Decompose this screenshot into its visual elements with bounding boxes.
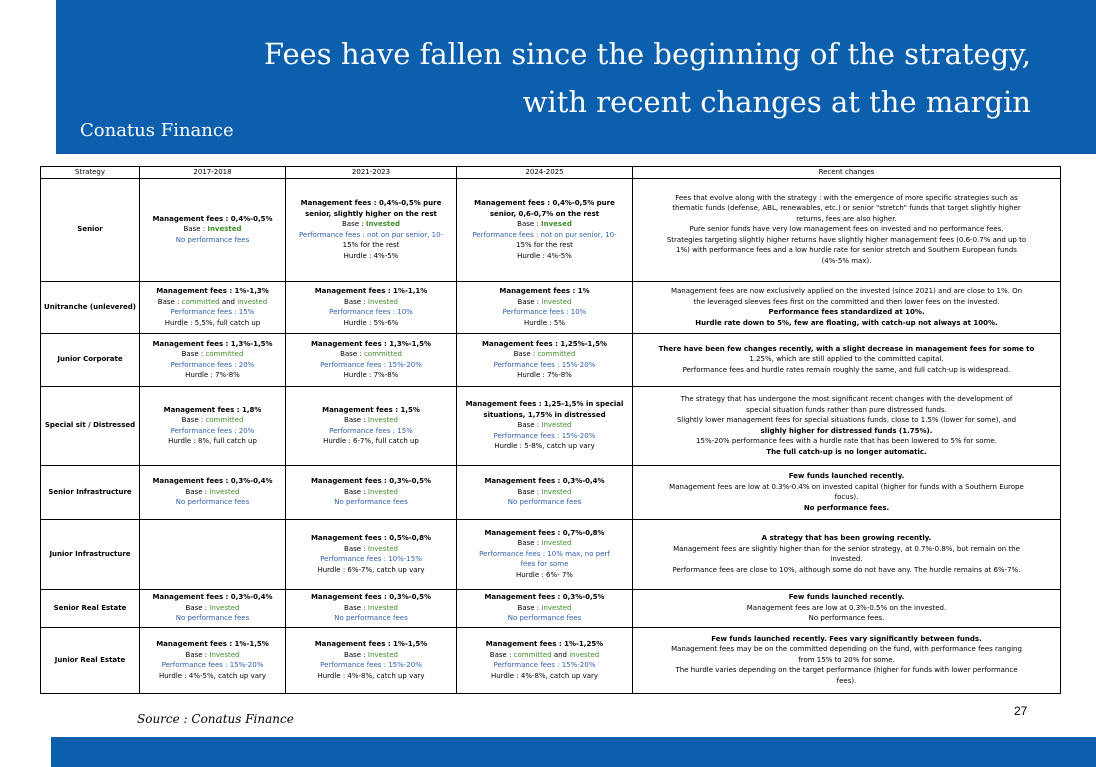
cell-line: Performance fees : 15% xyxy=(170,308,255,316)
header-2021-2023: 2021-2023 xyxy=(286,167,457,179)
cell-line: The hurdle varies depending on the target performance (higher for funds with lower performance xyxy=(675,666,1018,675)
cell-line: Performance fees : 15%-20% xyxy=(161,661,264,669)
cell-line: Performance fees : 15% xyxy=(329,426,413,435)
recent-changes-cell xyxy=(633,178,1061,281)
cell-line: Performance fees : 15%-20% xyxy=(320,661,422,669)
cell-line: returns, fees are also higher. xyxy=(796,214,897,223)
strategy-cell: Senior Real Estate xyxy=(41,589,140,627)
recent-changes-cell xyxy=(633,281,1061,333)
strategy-cell: Senior xyxy=(41,178,140,281)
fees-2017-cell xyxy=(140,386,286,465)
cell-line: Management fees : 1,25-1,5% in special xyxy=(465,400,624,409)
source-note: Source : Conatus Finance xyxy=(137,712,294,726)
table-row xyxy=(41,589,1061,627)
cell-line: Base : xyxy=(517,421,542,430)
cell-line: the leveraged sleeves fees first on the committed and then lower fees on the invested. xyxy=(693,297,1000,306)
cell-line: Management fees : 1,5% xyxy=(322,405,420,414)
recent-changes-cell xyxy=(633,333,1061,386)
cell-line: and xyxy=(219,297,238,306)
cell-line: Management fees : 1%-1,5% xyxy=(314,640,428,648)
cell-line: invested xyxy=(569,650,600,659)
cell-line: Management fees : 0,3%-0,4% xyxy=(152,477,273,486)
cell-line: committed xyxy=(181,297,220,306)
cell-line: special situation funds rather than pure distressed funds. xyxy=(746,405,947,414)
cell-line: Invested xyxy=(541,297,572,306)
cell-line: Performance fees : 10% max, no perf xyxy=(479,549,610,558)
fees-2021-cell xyxy=(286,589,457,627)
fees-2017-cell xyxy=(140,519,286,589)
cell-line: Management fees : 0,7%-0,8% xyxy=(484,528,605,537)
header-recent-changes: Recent changes xyxy=(633,167,1061,179)
cell-line: Invested xyxy=(367,650,398,659)
fees-2024-cell xyxy=(457,627,633,693)
cell-line: Hurdle : 4%-8%, catch up vary xyxy=(317,671,425,680)
cell-line: Few funds launched recently. xyxy=(788,593,905,602)
cell-line: There have been few changes recently, with a slight decrease in management fees for some to xyxy=(658,344,1035,353)
header-strategy: Strategy xyxy=(41,167,140,179)
cell-line: committed xyxy=(513,650,552,659)
cell-line: committed xyxy=(363,350,402,358)
cell-line: Base : xyxy=(517,487,542,496)
cell-line: No performance fees xyxy=(175,235,250,244)
cell-line: Performance fees are close to 10%, although some do not have any. The hurdle remains at 6%-7%. xyxy=(672,565,1021,574)
table-row xyxy=(41,386,1061,465)
cell-line: Management fees may be on the committed depending on the fund, with performance fees ranging xyxy=(671,645,1022,654)
fees-2021-cell xyxy=(286,178,457,281)
table-row xyxy=(41,465,1061,519)
cell-line: No performance fees. xyxy=(803,503,890,512)
cell-line: Hurdle : 6%-7%, catch up vary xyxy=(317,565,425,574)
recent-changes-cell xyxy=(633,465,1061,519)
cell-line: Base : xyxy=(344,544,368,553)
cell-line: Invested xyxy=(541,603,572,612)
cell-line: Management fees : 1,25%-1,5% xyxy=(482,339,607,348)
cell-line: No performance fees xyxy=(334,498,408,507)
cell-line: Base : xyxy=(185,603,210,612)
cell-line: Management fees : 1,3%-1,5% xyxy=(310,339,432,348)
cell-line: invested xyxy=(237,297,268,306)
strategy-cell: Special sit / Distressed xyxy=(41,386,140,465)
cell-line: Management fees are low at 0.3%-0.4% on invested capital (higher for funds with a Southern Europe xyxy=(669,482,1024,491)
fees-2021-cell xyxy=(286,465,457,519)
fees-2024-cell xyxy=(457,589,633,627)
header-2017-2018: 2017-2018 xyxy=(140,167,286,179)
cell-line: Strategies targeting slightly higher returns have slightly higher management fees (0.6-0.7% and up to xyxy=(666,235,1027,244)
page-number: 27 xyxy=(1014,704,1028,718)
cell-line: Performance fees : 20% xyxy=(170,426,255,435)
cell-line: No performance fees xyxy=(175,614,250,623)
cell-line: Management fees : 0,4%-0,5% pure xyxy=(474,199,615,207)
cell-line: Base : xyxy=(344,297,368,306)
cell-line: Performance fees : 10%-15% xyxy=(320,555,422,563)
cell-line: Hurdle : 4%-5%, catch up vary xyxy=(158,671,267,680)
cell-line: Management fees : 0,3%-0,5% xyxy=(484,593,605,602)
cell-line: Invested xyxy=(209,650,240,659)
cell-line: 15%-20% performance fees with a hurdle rate that has been lowered to 5% for some. xyxy=(696,437,997,445)
cell-line: Base : xyxy=(344,603,368,612)
cell-line: Management fees : 0,4%-0,5% pure xyxy=(300,199,442,207)
cell-line: slighly higher for distressed funds (1.75%). xyxy=(760,426,933,435)
table-row xyxy=(41,333,1061,386)
cell-line: Hurdle : 7%-8% xyxy=(185,371,240,379)
cell-line: Management fees : 0,3%-0,4% xyxy=(484,477,605,486)
table-row xyxy=(41,519,1061,589)
cell-line: No performance fees xyxy=(507,498,582,507)
cell-line: Base : xyxy=(185,487,210,496)
cell-line: Management fees : 0,3%-0,4% xyxy=(152,593,273,602)
cell-line: Base : xyxy=(517,539,542,548)
cell-line: Base : xyxy=(183,225,208,234)
cell-line: Management fees : 1%-1,1% xyxy=(314,287,428,295)
cell-line: Management fees : 0,3%-0,5% xyxy=(310,477,432,486)
cell-line: Invested xyxy=(541,421,572,430)
header-2024-2025: 2024-2025 xyxy=(457,167,633,179)
cell-line: Hurdle : 7%-8% xyxy=(343,371,399,379)
cell-line: committed xyxy=(205,350,244,358)
cell-line: Performance fees : 15%-20% xyxy=(320,360,422,369)
fees-2017-cell xyxy=(140,465,286,519)
fees-2017-cell xyxy=(140,589,286,627)
cell-line: A strategy that has been growing recently. xyxy=(761,534,932,542)
cell-line: Invested xyxy=(367,544,398,553)
footer-bar xyxy=(51,737,1096,767)
cell-line: No performance fees xyxy=(507,614,582,623)
cell-line: Base : xyxy=(185,650,210,659)
cell-line: Performance fees standardized at 10%. xyxy=(768,308,925,316)
cell-line: No performance fees xyxy=(175,498,250,507)
cell-line: Hurdle : 5,5%, full catch up xyxy=(164,318,261,327)
fees-2021-cell xyxy=(286,281,457,333)
fees-2017-cell xyxy=(140,281,286,333)
brand-name: Conatus Finance xyxy=(80,120,234,141)
cell-line: 15% for the rest xyxy=(516,241,573,249)
cell-line: Management fees : 1,3%-1,5% xyxy=(152,339,273,348)
cell-line: Base : xyxy=(344,416,368,424)
cell-line: situations, 1,75% in distressed xyxy=(483,410,606,419)
cell-line: Performance fees : not on pur senior, 10- xyxy=(472,230,617,239)
cell-line: Base : xyxy=(344,487,368,496)
cell-line: Hurdle : 4%-5% xyxy=(517,251,572,260)
cell-line: Invested xyxy=(367,487,398,496)
cell-line: Hurdle : 5% xyxy=(523,318,566,327)
cell-line: Invested xyxy=(367,603,398,612)
cell-line: Performance fees : 15%-20% xyxy=(493,431,596,440)
cell-line: The strategy that has undergone the most significant recent changes with the development of xyxy=(680,395,1013,403)
table-row xyxy=(41,178,1061,281)
cell-line: Invested xyxy=(367,297,398,306)
cell-line: 1%) with performance fees and a low hurdle rate for senior stretch and Southern European funds xyxy=(676,246,1017,255)
cell-line: Management fees are low at 0.3%-0.5% on the invested. xyxy=(746,603,947,612)
cell-line: Invested xyxy=(541,487,572,496)
cell-line: Management fees : 1%-1,25% xyxy=(485,640,604,648)
cell-line: Slightly lower management fees for special situations funds, close to 1.5% (lower for some), and xyxy=(676,416,1017,424)
recent-changes-cell xyxy=(633,386,1061,465)
cell-line: Management fees : 1%-1,3% xyxy=(156,287,269,295)
cell-line: Performance fees : 15%-20% xyxy=(493,661,596,669)
cell-line: Performance fees : 20% xyxy=(170,360,255,369)
cell-line: Base : xyxy=(517,603,542,612)
fees-2021-cell xyxy=(286,627,457,693)
recent-changes-cell xyxy=(633,627,1061,693)
cell-line: Performance fees and hurdle rates remain roughly the same, and full catch-up is widespread. xyxy=(682,365,1011,374)
cell-line: 1.25%, which are still applied to the committed capital. xyxy=(749,355,944,364)
cell-line: Base : xyxy=(517,220,542,228)
fees-2024-cell xyxy=(457,386,633,465)
cell-line: Invested xyxy=(541,539,572,548)
cell-line: focus). xyxy=(834,493,859,501)
cell-line: Invested xyxy=(209,487,240,496)
cell-line: Hurdle : 5-8%, catch up vary xyxy=(494,442,595,451)
cell-line: and xyxy=(551,650,570,659)
cell-line: Base : xyxy=(513,350,538,358)
strategy-cell: Unitranche (unlevered) xyxy=(41,281,140,333)
cell-line: Performance fees : 15%-20% xyxy=(493,360,596,369)
fees-2024-cell xyxy=(457,333,633,386)
cell-line: Base : xyxy=(181,350,206,358)
cell-line: Fees that evolve along with the strategy : with the emergence of more specific strategies such as xyxy=(675,193,1018,202)
cell-line: Hurdle : 5%-6% xyxy=(343,318,399,327)
cell-line: Base : xyxy=(489,650,514,659)
cell-line: No performance fees xyxy=(334,614,408,623)
cell-line: Management fees : 0,3%-0,5% xyxy=(310,593,432,602)
cell-line: Few funds launched recently. Fees vary significantly between funds. xyxy=(711,634,982,643)
recent-changes-cell xyxy=(633,589,1061,627)
cell-line: Pure senior funds have very low management fees on invested and no performance fees. xyxy=(689,225,1004,234)
cell-line: Performance fees : 10% xyxy=(329,308,413,316)
cell-line: Invested xyxy=(209,603,240,612)
slide-title-line2: with recent changes at the margin xyxy=(522,85,1031,119)
cell-line: Hurdle : 6%- 7% xyxy=(516,570,573,579)
strategy-cell: Senior Infrastructure xyxy=(41,465,140,519)
slide-title-line1: Fees have fallen since the beginning of the strategy, xyxy=(263,37,1031,71)
cell-line: Hurdle : 4%-5% xyxy=(343,251,399,260)
cell-line: Hurdle rate down to 5%, few are floating, with catch-up not always at 100%. xyxy=(695,318,998,327)
fees-2021-cell xyxy=(286,519,457,589)
cell-line: The full catch-up is no longer automatic. xyxy=(766,447,927,456)
fees-2017-cell xyxy=(140,627,286,693)
cell-line: Invesed xyxy=(541,220,572,228)
fees-2017-cell xyxy=(140,178,286,281)
cell-line: Invested xyxy=(365,220,401,228)
cell-line: Hurdle : 7%-8% xyxy=(517,371,572,379)
cell-line: Management fees : 0,4%-0,5% xyxy=(152,214,273,223)
fees-2024-cell xyxy=(457,281,633,333)
cell-line: committed xyxy=(205,416,244,424)
cell-line: Base : xyxy=(340,350,364,358)
cell-line: senior, 0,6-0,7% on the rest xyxy=(489,209,600,218)
strategy-cell: Junior Real Estate xyxy=(41,627,140,693)
fees-2024-cell xyxy=(457,519,633,589)
cell-line: fees for some xyxy=(520,560,569,569)
cell-line: Hurdle : 6-7%, full catch up xyxy=(323,437,419,445)
cell-line: Base : xyxy=(181,416,206,424)
cell-line: Invested xyxy=(207,225,242,234)
cell-line: thematic funds (defense, ABL, renewables, etc.) or senior "stretch" funds that target slightly higher xyxy=(672,204,1021,213)
strategy-cell: Junior Infrastructure xyxy=(41,519,140,589)
cell-line: Base : xyxy=(157,297,182,306)
cell-line: Performance fees : not on pur senior, 10- xyxy=(298,230,444,239)
cell-line: Hurdle : 4%-8%, catch up vary xyxy=(490,671,599,680)
fees-table xyxy=(40,166,1061,694)
cell-line: committed xyxy=(537,350,576,358)
cell-line: Base : xyxy=(344,650,368,659)
cell-line: Management fees : 1% xyxy=(499,287,590,295)
cell-line: Management fees : 1%-1,5% xyxy=(156,640,269,648)
recent-changes-cell xyxy=(633,519,1061,589)
cell-line: Few funds launched recently. xyxy=(788,472,905,480)
cell-line: senior, slightly higher on the rest xyxy=(305,209,437,218)
cell-line: Performance fees : 10% xyxy=(502,308,587,316)
cell-line: 15% for the rest xyxy=(342,241,400,249)
fees-2017-cell xyxy=(140,333,286,386)
slide-title xyxy=(131,30,1031,126)
fees-2024-cell xyxy=(457,465,633,519)
fees-2021-cell xyxy=(286,386,457,465)
strategy-cell: Junior Corporate xyxy=(41,333,140,386)
cell-line: (4%-5% max). xyxy=(821,256,872,265)
fees-2024-cell xyxy=(457,178,633,281)
cell-line: Base : xyxy=(341,220,366,228)
cell-line: invested. xyxy=(830,555,863,563)
cell-line: fees). xyxy=(836,676,857,685)
cell-line: Invested xyxy=(367,416,398,424)
cell-line: No performance fees. xyxy=(808,614,885,623)
cell-line: Hurdle : 8%, full catch up xyxy=(168,437,257,445)
cell-line: Management fees are now exclusively applied on the invested (since 2021) and are close to 1%. On xyxy=(670,287,1023,295)
table-row xyxy=(41,281,1061,333)
cell-line: Management fees : 0,5%-0,8% xyxy=(310,534,432,542)
cell-line: Management fees are slightly higher than for the senior strategy, at 0.7%-0.8%, but remain on the xyxy=(673,544,1020,553)
cell-line: Management fees : 1,8% xyxy=(163,405,262,414)
table-row xyxy=(41,627,1061,693)
cell-line: from 15% to 20% for some. xyxy=(798,655,895,664)
table-header-row xyxy=(41,167,1061,179)
cell-line: Base : xyxy=(517,297,542,306)
fees-2021-cell xyxy=(286,333,457,386)
